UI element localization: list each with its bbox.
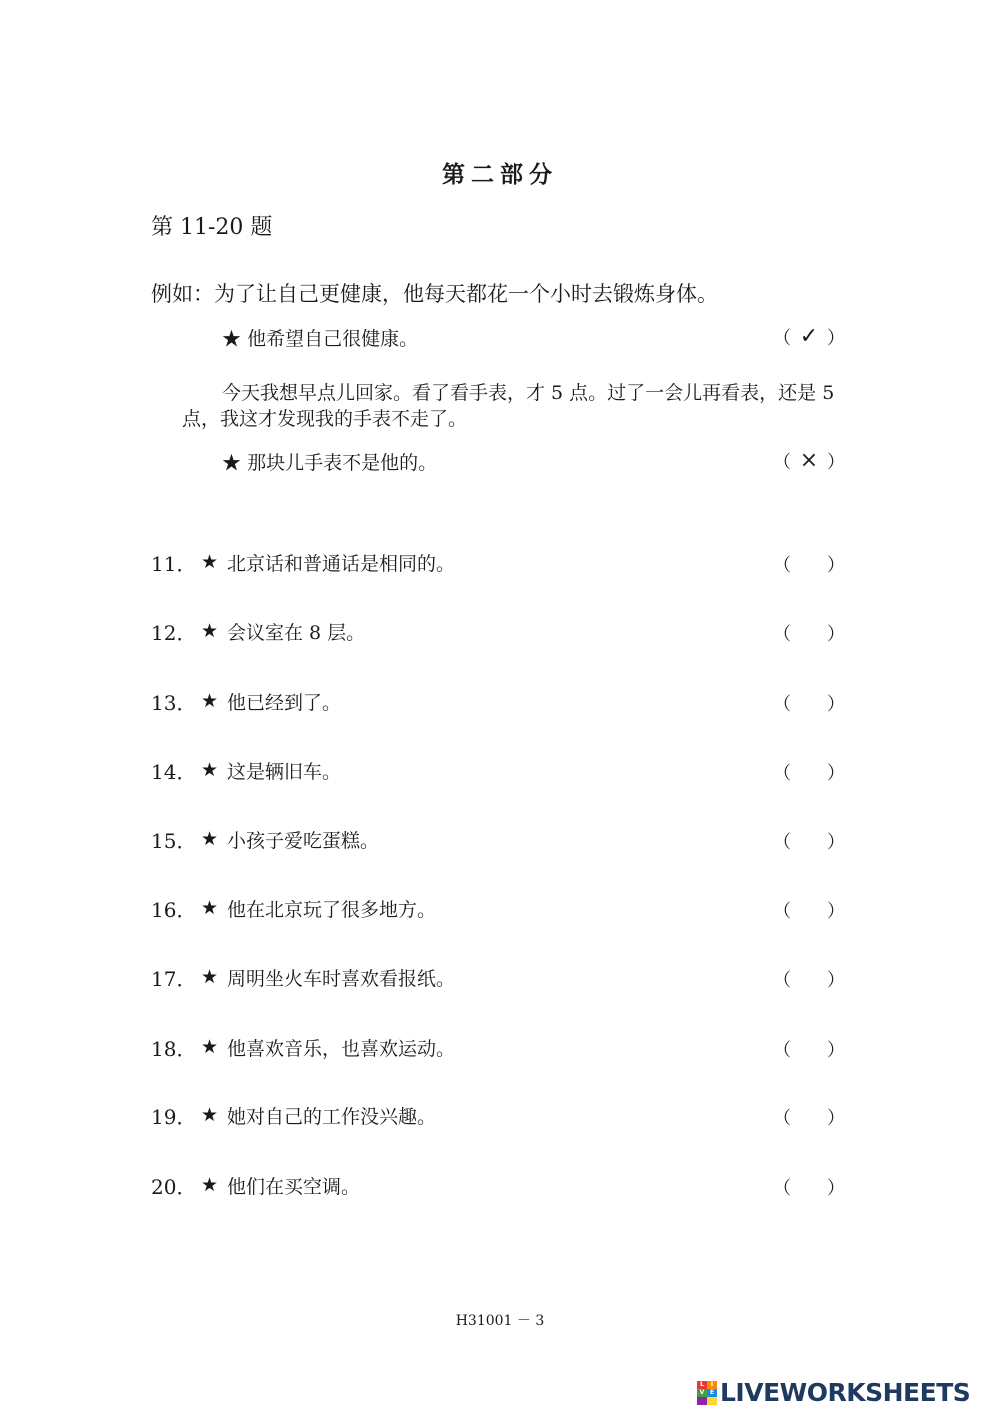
logo-block (697, 1397, 707, 1405)
paren-close: ） (827, 1108, 845, 1129)
example-answer-1 (773, 324, 845, 350)
example-answer-2 (773, 448, 845, 474)
paren-open: （ (773, 555, 791, 576)
liveworksheets-logo-icon (697, 1381, 717, 1405)
example-statement-2-text: 那块儿手表不是他的。 (247, 452, 438, 474)
star-icon: ★ (201, 1174, 219, 1196)
paren-close: ） (827, 694, 845, 715)
paren-close: ） (827, 624, 845, 645)
paren-close: ） (827, 832, 845, 853)
logo-block: L (697, 1381, 707, 1389)
question-number: 19． (151, 1104, 197, 1129)
question-text: 他在北京玩了很多地方。 (227, 898, 437, 921)
paren-open: （ (773, 1040, 791, 1061)
answer-blank[interactable] (773, 1104, 845, 1130)
paren-close: ） (827, 970, 845, 991)
answer-blank[interactable] (773, 828, 845, 854)
checkmark-icon: ✓ (799, 324, 819, 349)
question-number: 16． (151, 897, 197, 922)
section-heading: 第 11-20 题 (151, 215, 273, 240)
question-text: 北京话和普通话是相同的。 (227, 552, 456, 575)
answer-blank[interactable] (773, 620, 845, 646)
question-item (151, 686, 851, 716)
paren-open: （ (773, 1108, 791, 1129)
cross-icon: × (799, 448, 819, 473)
question-item (151, 616, 851, 646)
answer-blank[interactable] (773, 759, 845, 785)
paren-close: ） (827, 763, 845, 784)
question-text: 周明坐火车时喜欢看报纸。 (227, 967, 456, 990)
star-icon: ★ (201, 690, 219, 712)
paren-close: ） (827, 555, 845, 576)
answer-blank[interactable] (773, 1036, 845, 1062)
question-item (151, 1170, 851, 1200)
liveworksheets-logo[interactable] (697, 1378, 970, 1407)
question-number: 12． (151, 620, 197, 645)
question-number: 20． (151, 1174, 197, 1199)
question-item (151, 893, 851, 923)
question-text: 她对自己的工作没兴趣。 (227, 1105, 437, 1128)
question-text: 他喜欢音乐，也喜欢运动。 (227, 1037, 456, 1060)
logo-block: E (707, 1389, 717, 1397)
paren-open: （ (773, 901, 791, 922)
answer-blank[interactable] (773, 551, 845, 577)
question-text: 他们在买空调。 (227, 1175, 361, 1198)
question-text: 小孩子爱吃蛋糕。 (227, 829, 380, 852)
example-label: 例如： (151, 282, 214, 306)
star-icon: ★ (201, 551, 219, 573)
paren-close: ） (827, 328, 845, 349)
example-line (151, 278, 718, 308)
star-icon: ★ (222, 452, 242, 474)
question-number: 13． (151, 690, 197, 715)
answer-blank[interactable] (773, 966, 845, 992)
example-paragraph: 今天我想早点儿回家。看了看手表，才 5 点。过了一会儿再看表，还是 5 点，我这才发现我的手表不走了。 (182, 382, 835, 430)
star-icon: ★ (201, 620, 219, 642)
paren-close: ） (827, 452, 845, 473)
logo-block (707, 1397, 717, 1405)
question-text: 会议室在 8 层。 (227, 621, 366, 644)
paren-open: （ (773, 328, 791, 349)
star-icon: ★ (201, 828, 219, 850)
example-sentence: 为了让自己更健康，他每天都花一个小时去锻炼身体。 (214, 282, 718, 306)
paren-open: （ (773, 624, 791, 645)
question-text: 这是辆旧车。 (227, 760, 342, 783)
liveworksheets-logo-text: LIVEWORKSHEETS (720, 1378, 971, 1407)
star-icon: ★ (201, 966, 219, 988)
question-item (151, 1100, 851, 1130)
star-icon: ★ (201, 897, 219, 919)
paren-open: （ (773, 1178, 791, 1199)
logo-block: V (697, 1389, 707, 1397)
question-number: 14． (151, 759, 197, 784)
question-number: 11． (151, 551, 197, 576)
paren-open: （ (773, 970, 791, 991)
answer-blank[interactable] (773, 897, 845, 923)
paren-open: （ (773, 694, 791, 715)
answer-blank[interactable] (773, 1174, 845, 1200)
page-title: 第二部分 (442, 161, 558, 188)
paren-close: ） (827, 1040, 845, 1061)
answer-blank[interactable] (773, 690, 845, 716)
question-number: 17． (151, 966, 197, 991)
page-footer: H31001 － 3 (455, 1313, 545, 1329)
question-item (151, 824, 851, 854)
example-statement-1 (222, 324, 418, 351)
question-item (151, 755, 851, 785)
question-item (151, 547, 851, 577)
question-number: 15． (151, 828, 197, 853)
question-number: 18． (151, 1036, 197, 1061)
example-statement-2 (222, 448, 437, 475)
paren-close: ） (827, 1178, 845, 1199)
paren-close: ） (827, 901, 845, 922)
star-icon: ★ (201, 1036, 219, 1058)
paren-open: （ (773, 832, 791, 853)
star-icon: ★ (201, 1104, 219, 1126)
logo-block: I (707, 1381, 717, 1389)
paren-open: （ (773, 763, 791, 784)
example-statement-1-text: 他希望自己很健康。 (247, 328, 419, 350)
paren-open: （ (773, 452, 791, 473)
question-item (151, 1032, 851, 1062)
question-item (151, 962, 851, 992)
star-icon: ★ (201, 759, 219, 781)
star-icon: ★ (222, 328, 242, 350)
question-text: 他已经到了。 (227, 691, 342, 714)
